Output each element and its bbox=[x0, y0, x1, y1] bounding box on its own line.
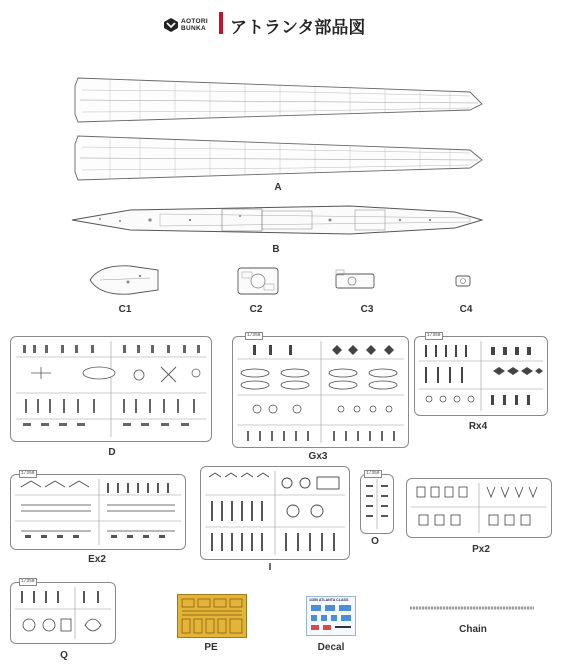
decal-sheet-title: 1/350 ATLANTA CLASS bbox=[309, 598, 349, 602]
logo-line-1: AOTORI bbox=[181, 18, 208, 25]
logo-line-2: BUNKA bbox=[181, 25, 206, 32]
part-label-r: Rx4 bbox=[468, 421, 488, 432]
part-label-a: A bbox=[274, 182, 282, 193]
part-label-decal: Decal bbox=[317, 642, 345, 653]
part-label-i: I bbox=[268, 562, 272, 573]
page-title: アトランタ部品図 bbox=[230, 18, 366, 38]
part-label-g: Gx3 bbox=[308, 451, 328, 462]
sprue-r-tag: 1/350 bbox=[427, 333, 441, 338]
part-label-c4: C4 bbox=[459, 304, 473, 315]
sprue-q-tag: 1/350 bbox=[21, 579, 35, 584]
part-label-o: O bbox=[371, 536, 379, 547]
part-label-c1: C1 bbox=[118, 304, 132, 315]
part-label-q: Q bbox=[60, 650, 68, 661]
part-label-c2: C2 bbox=[249, 304, 263, 315]
part-label-d: D bbox=[108, 447, 116, 458]
part-label-e: Ex2 bbox=[88, 554, 106, 565]
part-label-pe: PE bbox=[204, 642, 218, 653]
sprue-g-tag: 1/350 bbox=[247, 333, 261, 338]
part-label-chain: Chain bbox=[459, 624, 487, 635]
sprue-o-tag: 1/350 bbox=[366, 471, 380, 476]
part-label-c3: C3 bbox=[360, 304, 374, 315]
part-label-p: Px2 bbox=[472, 544, 490, 555]
sprue-e-tag: 1/350 bbox=[21, 471, 35, 476]
part-label-b: B bbox=[272, 244, 280, 255]
